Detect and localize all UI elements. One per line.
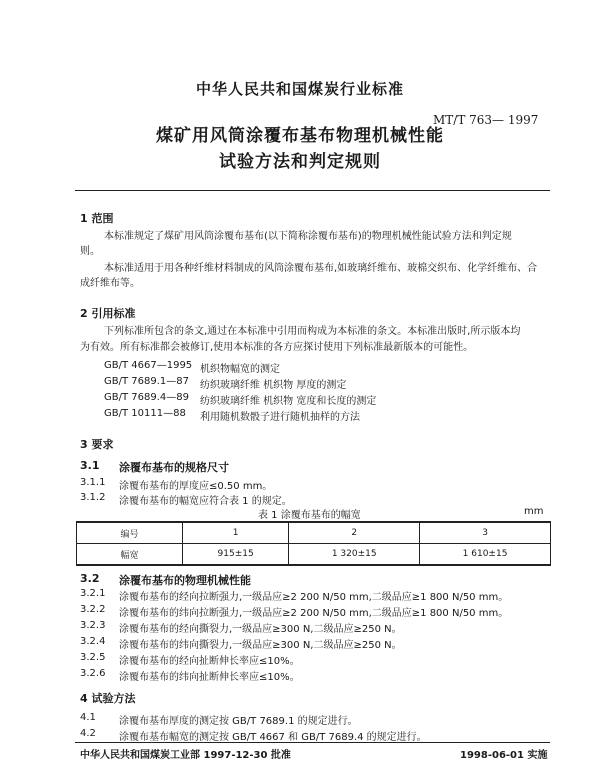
document-title-line2: 试验方法和判定规则 bbox=[219, 152, 381, 172]
table-caption: 表 1 涂覆布基布的幅宽 bbox=[258, 510, 361, 521]
scope-paragraph-2-line2: 成纤维布等。 bbox=[80, 278, 140, 289]
reference-code: GB/T 7689.4—89 bbox=[104, 392, 189, 403]
reference-code: GB/T 10111—88 bbox=[104, 408, 186, 419]
reference-title: 纺织玻璃纤维 机织物 厚度的测定 bbox=[200, 380, 347, 391]
clause-number: 3.1 bbox=[80, 459, 100, 472]
clause-text: 涂覆布基布的纬向拉断强力,一级品应≥2 200 N/50 mm,二级品应≥1 800 N/50 mm。 bbox=[119, 608, 509, 619]
table-header-cell: 3 bbox=[420, 522, 551, 544]
clause-text: 涂覆布基布的经向拉断强力,一级品应≥2 200 N/50 mm,二级品应≥1 800 N/50 mm。 bbox=[119, 592, 509, 603]
clause-number: 3.2.1 bbox=[80, 588, 106, 599]
table-cell: 915±15 bbox=[183, 544, 289, 566]
scope-paragraph-2-line1: 本标准适用于用各种纤维材料制成的风筒涂覆布基布,如玻璃纤维布、玻棉交织布、化学纤维布、合 bbox=[104, 263, 538, 274]
clause-text: 涂覆布基布的纬向扯断伸长率应≤10%。 bbox=[119, 672, 300, 683]
section-heading-test-methods: 4 试验方法 bbox=[80, 692, 136, 705]
standard-number: MT/T 763— 1997 bbox=[433, 113, 539, 127]
issuing-authority-title: 中华人民共和国煤炭行业标准 bbox=[195, 80, 404, 98]
header-rule bbox=[75, 190, 550, 191]
references-paragraph-line2: 为有效。所有标准都会被修订,使用本标准的各方应探讨使用下列标准最新版本的可能性。 bbox=[80, 342, 474, 353]
implementation-date: 1998-06-01 实施 bbox=[460, 750, 548, 761]
clause-text: 涂覆布基布的纬向撕裂力,一级品应≥300 N,二级品应≥250 N。 bbox=[119, 640, 402, 651]
clause-text: 涂覆布基布的经向扯断伸长率应≤10%。 bbox=[119, 656, 300, 667]
document-title-line1: 煤矿用风筒涂覆布基布物理机械性能 bbox=[156, 126, 444, 146]
reference-title: 机织物幅宽的测定 bbox=[200, 364, 280, 375]
clause-number: 3.2.2 bbox=[80, 604, 106, 615]
reference-code: GB/T 4667—1995 bbox=[104, 360, 193, 371]
table-header-cell: 1 bbox=[183, 522, 289, 544]
clause-number: 3.2 bbox=[80, 572, 100, 585]
clause-text: 涂覆布基布厚度的测定按 GB/T 7689.1 的规定进行。 bbox=[119, 716, 358, 727]
reference-title: 纺织玻璃纤维 机织物 宽度和长度的测定 bbox=[200, 396, 377, 407]
clause-number: 3.2.3 bbox=[80, 620, 106, 631]
width-spec-table bbox=[76, 521, 551, 566]
section-heading-scope: 1 范围 bbox=[80, 212, 114, 225]
clause-number: 4.1 bbox=[80, 712, 96, 723]
clause-number: 3.1.1 bbox=[80, 477, 106, 488]
table-row bbox=[77, 544, 551, 566]
section-heading-requirements: 3 要求 bbox=[80, 438, 114, 451]
clause-number: 3.1.2 bbox=[80, 492, 106, 503]
references-paragraph-line1: 下列标准所包含的条文,通过在本标准中引用而构成为本标准的条文。本标准出版时,所示版本均 bbox=[104, 326, 521, 337]
table-header-row bbox=[77, 522, 551, 544]
reference-code: GB/T 7689.1—87 bbox=[104, 376, 189, 387]
clause-text: 涂覆布基布幅宽的测定按 GB/T 4667 和 GB/T 7689.4 的规定进行。 bbox=[119, 732, 427, 743]
clause-title-dimensions: 涂覆布基布的规格尺寸 bbox=[119, 461, 229, 474]
clause-number: 3.2.5 bbox=[80, 652, 106, 663]
table-header-label: 编号 bbox=[77, 522, 183, 544]
table-row-label: 幅宽 bbox=[77, 544, 183, 566]
table-unit: mm bbox=[524, 506, 544, 517]
reference-title: 利用随机数骰子进行随机抽样的方法 bbox=[200, 412, 360, 423]
clause-number: 3.2.4 bbox=[80, 636, 106, 647]
section-heading-references: 2 引用标准 bbox=[80, 307, 136, 320]
table-cell: 1 610±15 bbox=[420, 544, 551, 566]
table-cell: 1 320±15 bbox=[289, 544, 420, 566]
scope-paragraph-1-line2: 则。 bbox=[80, 246, 100, 257]
clause-text-thickness: 涂覆布基布的厚度应≤0.50 mm。 bbox=[119, 481, 273, 492]
clause-number: 3.2.6 bbox=[80, 668, 106, 679]
clause-title-mechanical: 涂覆布基布的物理机械性能 bbox=[119, 574, 251, 587]
table-header-cell: 2 bbox=[289, 522, 420, 544]
clause-text: 涂覆布基布的经向撕裂力,一级品应≥300 N,二级品应≥250 N。 bbox=[119, 624, 402, 635]
clause-text-width: 涂覆布基布的幅宽应符合表 1 的规定。 bbox=[119, 496, 292, 507]
scope-paragraph-1-line1: 本标准规定了煤矿用风筒涂覆布基布(以下简称涂覆布基布)的物理机械性能试验方法和判定规 bbox=[104, 231, 512, 242]
clause-number: 4.2 bbox=[80, 728, 96, 739]
footer-rule bbox=[75, 742, 550, 743]
approval-statement: 中华人民共和国煤炭工业部 1997-12-30 批准 bbox=[80, 750, 291, 761]
